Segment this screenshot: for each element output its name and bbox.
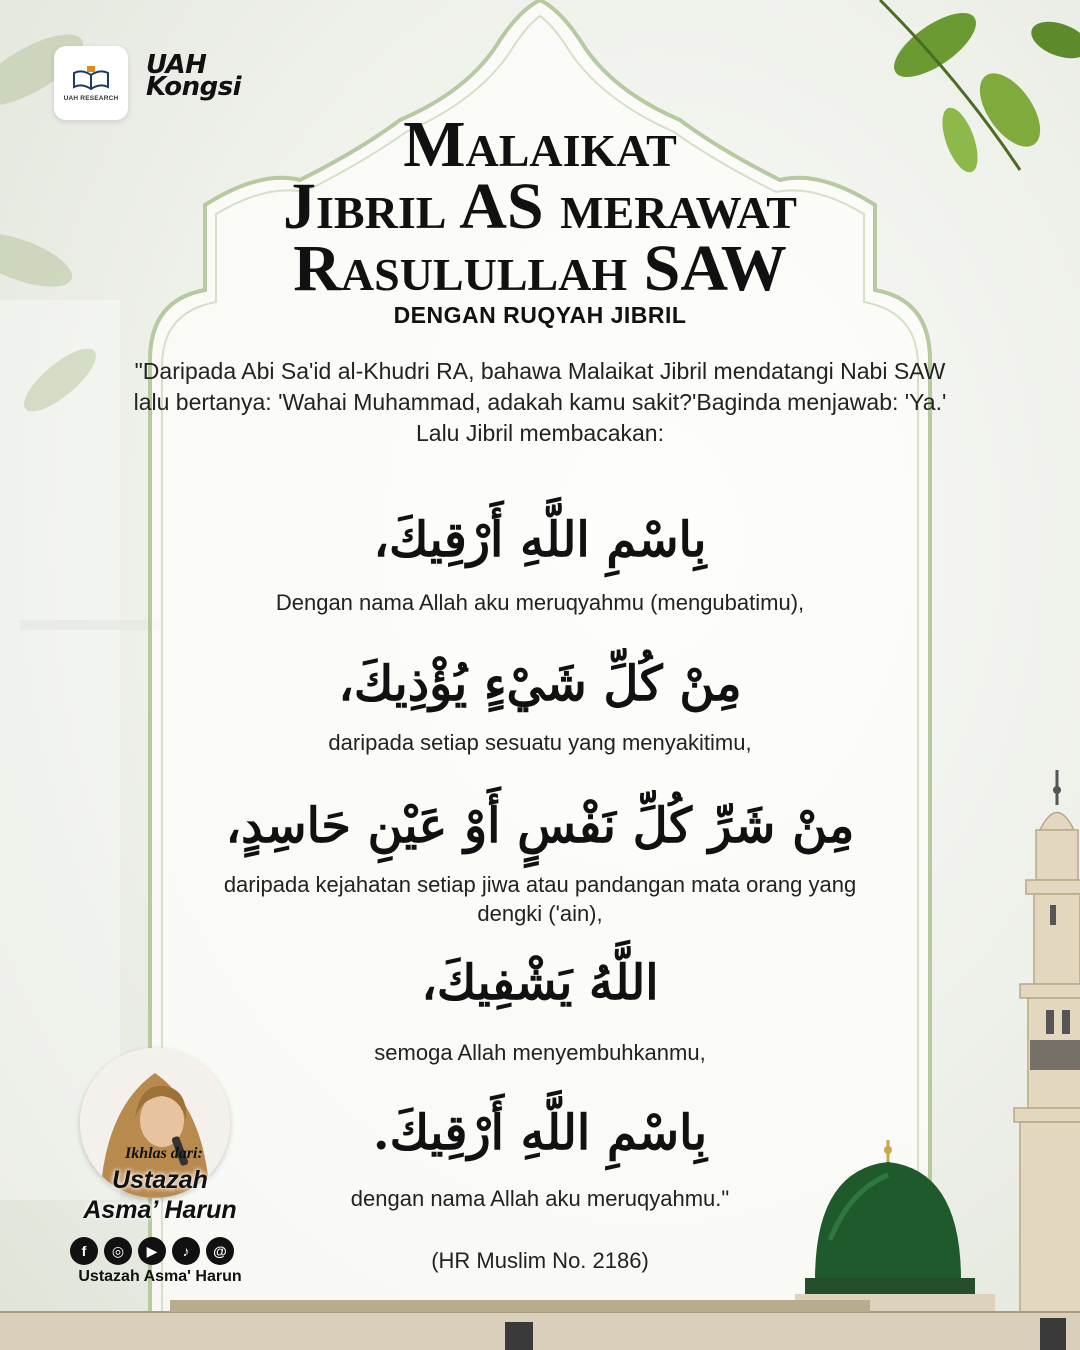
arabic-verse-5: بِاسْمِ اللَّهِ أَرْقِيكَ.	[372, 1105, 708, 1161]
title-line3: Rasulullah SAW	[293, 232, 787, 305]
arabic-verse-1: بِاسْمِ اللَّهِ أَرْقِيكَ،	[373, 512, 707, 568]
title-line2: Jibril AS merawat	[283, 170, 797, 243]
threads-icon[interactable]: @	[206, 1237, 234, 1265]
translation-3: daripada kejahatan setiap jiwa atau pandangan mata orang yang dengki ('ain),	[223, 872, 857, 926]
uah-kongsi-logo[interactable]	[146, 50, 242, 102]
arabic-verse-3: مِنْ شَرِّ كُلِّ نَفْسٍ أَوْ عَيْنِ حَاسِدٍ،	[225, 798, 855, 854]
minaret	[1014, 770, 1080, 1350]
translation-4: semoga Allah menyembuhkanmu,	[374, 1040, 706, 1065]
logo-caption: UAH RESEARCH	[63, 94, 119, 102]
leaves	[880, 0, 1080, 177]
social-handle: Ustazah Asma' Harun	[78, 1268, 242, 1285]
instagram-icon[interactable]: ◎	[104, 1237, 132, 1265]
arabic-verse-2: مِنْ كُلِّ شَيْءٍ يُؤْذِيكَ،	[338, 656, 742, 712]
translation-2: daripada setiap sesuatu yang menyakitimu,	[328, 730, 752, 755]
author-name	[60, 1165, 260, 1225]
brand-line2: Kongsi	[146, 72, 242, 102]
ikhlas-label: Ikhlas dari:	[125, 1145, 203, 1162]
book-icon	[70, 65, 112, 91]
author-line1: Ustazah	[112, 1166, 208, 1194]
translation-1: Dengan nama Allah aku meruqyahmu (mengubatimu),	[275, 590, 805, 615]
youtube-icon[interactable]: ▶	[138, 1237, 166, 1265]
subtitle: DENGAN RUQYAH JIBRIL	[393, 302, 687, 328]
arabic-verse-4: اللَّهُ يَشْفِيكَ،	[421, 955, 659, 1011]
author-line2: Asma’ Harun	[83, 1196, 237, 1224]
social-links	[70, 1237, 234, 1265]
hadith-reference: (HR Muslim No. 2186)	[431, 1248, 649, 1273]
facebook-icon[interactable]: f	[70, 1237, 98, 1265]
intro-text: "Daripada Abi Sa'id al-Khudri RA, bahawa Malaikat Jibril mendatangi Nabi SAW lalu bertanya: 'Wahai Muhammad, adakah kamu sakit?'Baginda menjawab: 'Ya.' Lalu Jibril membacakan:	[133, 358, 947, 446]
brand-line1: UAH	[146, 50, 207, 80]
tiktok-icon[interactable]: ♪	[172, 1237, 200, 1265]
uah-research-logo[interactable]	[54, 46, 128, 120]
translation-5: dengan nama Allah aku meruqyahmu."	[350, 1186, 730, 1211]
title-line1: Malaikat	[403, 108, 677, 181]
